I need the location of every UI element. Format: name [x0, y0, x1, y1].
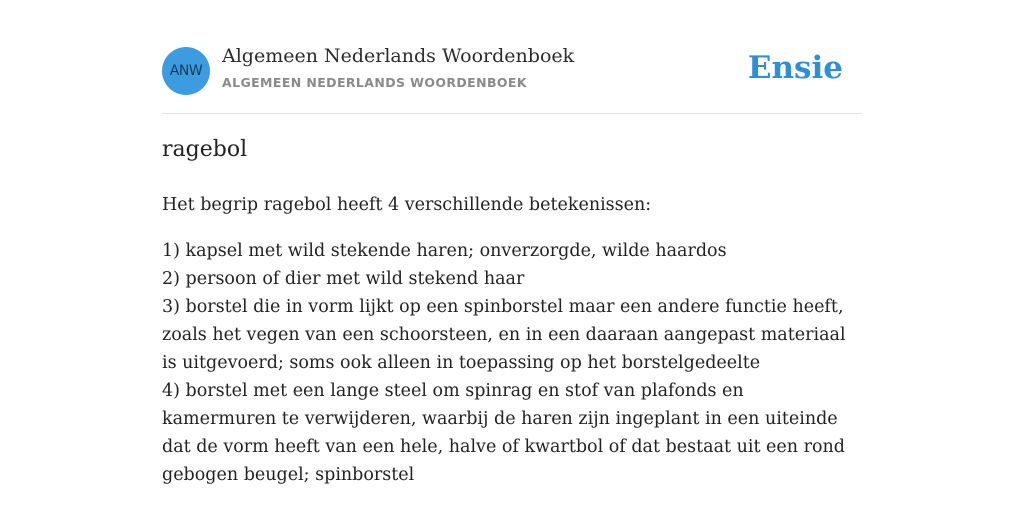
meaning-item: 2) persoon of dier met wild stekend haar — [162, 269, 525, 289]
meaning-item: 4) borstel met een lange steel om spinrag en stof van plafonds en kamermuren te verwijderen, waarbij de haren zijn ingeplant in een uiteinde dat de vorm heeft van een hele, halve of kwartbol of dat bestaat uit een rond gebogen beugel; spinborstel — [162, 381, 845, 485]
header — [162, 0, 862, 114]
meanings-list — [162, 237, 862, 489]
page — [162, 0, 862, 512]
anw-logo[interactable] — [162, 47, 210, 95]
meaning-item: 1) kapsel met wild stekende haren; onverzorgde, wilde haardos — [162, 241, 727, 261]
meaning-item: 3) borstel die in vorm lijkt op een spinborstel maar een andere functie heeft, zoals het vegen van een schoorsteen, en in een daaraan aangepast materiaal is uitgevoerd; soms ook alleen in toepassing op het borstelgedeelte — [162, 297, 846, 373]
ensie-brand-link[interactable]: Ensie — [747, 50, 843, 86]
entry-intro: Het begrip ragebol heeft 4 verschillende betekenissen: — [162, 195, 652, 215]
anw-logo-text: ANW — [169, 63, 203, 79]
dictionary-subtitle: ALGEMEEN NEDERLANDS WOORDENBOEK — [222, 75, 527, 90]
dictionary-title[interactable]: Algemeen Nederlands Woordenboek — [222, 45, 575, 67]
entry-word-title: ragebol — [162, 137, 248, 162]
